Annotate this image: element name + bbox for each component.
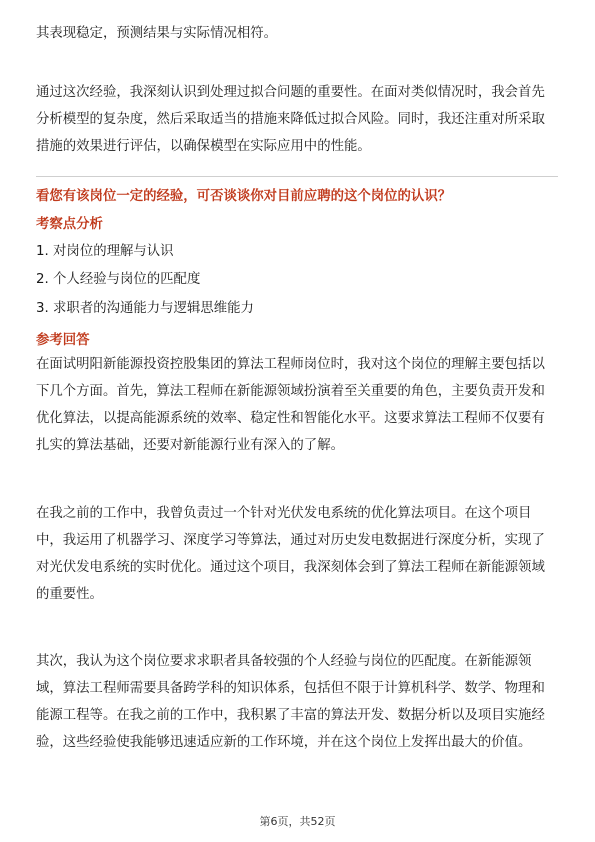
paragraph-overfitting-lesson: 通过这次经验，我深刻认识到处理过拟合问题的重要性。在面对类似情况时，我会首先分析模型的复杂度，然后采取适当的措施来降低过拟合风险。同时，我还注重对所采取措施的效果进行评估，以确保模型在实际应用中的性能。 bbox=[36, 85, 545, 154]
analysis-item: 1. 对岗位的理解与认识 bbox=[36, 244, 174, 259]
answer-heading: 参考回答 bbox=[36, 333, 90, 348]
answer-paragraph-role: 在面试明阳新能源投资控股集团的算法工程师岗位时，我对这个岗位的理解主要包括以下几个方面。首先，算法工程师在新能源领域扮演着至关重要的角色，主要负责开发和优化算法，以提高能源系统的效率、稳定性和智能化水平。这要求算法工程师不仅要有扎实的算法基础，还要对新能源行业有深入的了解。 bbox=[36, 357, 545, 453]
analysis-heading: 考察点分析 bbox=[36, 217, 103, 232]
paragraph-continuation: 其表现稳定，预测结果与实际情况相符。 bbox=[36, 26, 278, 41]
analysis-item: 3. 求职者的沟通能力与逻辑思维能力 bbox=[36, 301, 254, 316]
section-divider bbox=[36, 176, 558, 177]
analysis-item: 2. 个人经验与岗位的匹配度 bbox=[36, 272, 201, 287]
answer-paragraph-match: 其次，我认为这个岗位要求求职者具备较强的个人经验与岗位的匹配度。在新能源领域，算法工程师需要具备跨学科的知识体系，包括但不限于计算机科学、数学、物理和能源工程等。在我之前的工作中，我积累了丰富的算法开发、数据分析以及项目实施经验，这些经验使我能够迅速适应新的工作环境，并在这个岗位上发挥出最大的价值。 bbox=[36, 654, 545, 750]
answer-paragraph-project: 在我之前的工作中，我曾负责过一个针对光伏发电系统的优化算法项目。在这个项目中，我运用了机器学习、深度学习等算法，通过对历史发电数据进行深度分析，实现了对光伏发电系统的实时优化。通过这个项目，我深刻体会到了算法工程师在新能源领域的重要性。 bbox=[36, 506, 545, 602]
interview-question: 看您有该岗位一定的经验，可否谈谈你对目前应聘的这个岗位的认识？ bbox=[36, 189, 452, 204]
page-number: 第6页，共52页 bbox=[259, 815, 336, 828]
